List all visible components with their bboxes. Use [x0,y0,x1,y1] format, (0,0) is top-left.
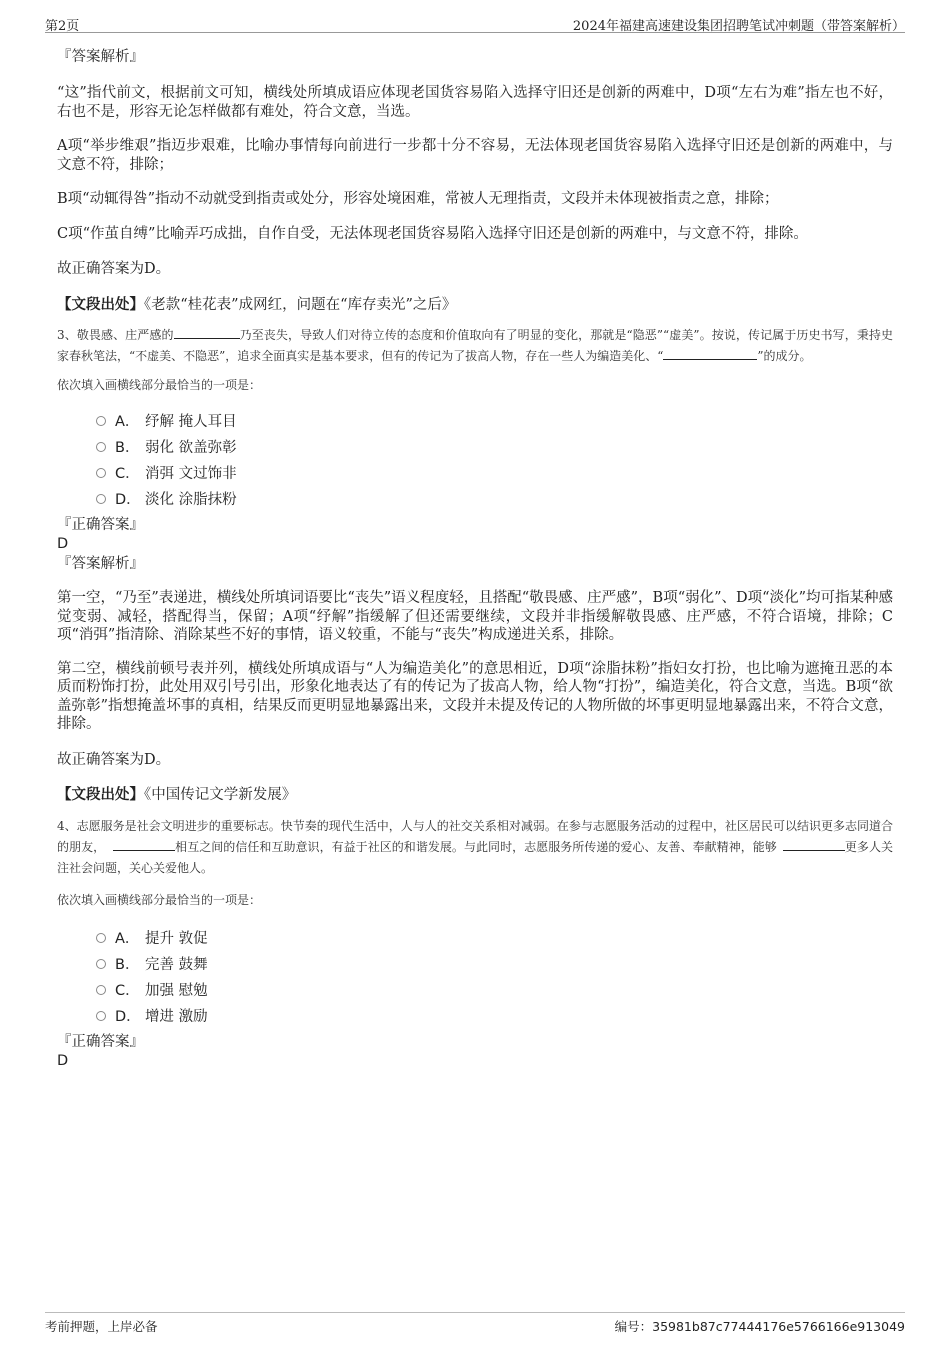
q4-stem-part-b: 相互之间的信任和互助意识，有益于社区的和谐发展。与此同时，志愿服务所传递的爱心、友善、奉献精神，能够 [175,839,777,854]
q3-option-a[interactable] [57,407,893,433]
q3-option-b[interactable] [57,433,893,459]
page-number: 第2页 [45,19,80,34]
q2-conclusion: 故正确答案为D。 [57,261,171,277]
q3-conclusion: 故正确答案为D。 [57,751,171,768]
q4-stem [57,816,893,879]
q3-analysis-label: 『答案解析』 [57,556,144,572]
radio-icon[interactable] [96,933,106,943]
option-letter: D． [115,492,141,508]
q2-analysis-p4: C项“作茧自缚”比喻弄巧成拙，自作自受，无法体现老国货容易陷入选择守旧还是创新的两难中，与文意不符，排除。 [57,225,808,242]
q2-analysis-p2: A项“举步维艰”指迈步艰难，比喻办事情每向前进行一步都十分不容易，无法体现老国货容易陷入选择守旧还是创新的两难中，与文意不符，排除； [57,138,893,173]
q4-option-b[interactable] [57,950,893,976]
q3-blank-1 [174,326,240,339]
option-letter: D． [115,1008,141,1025]
q3-analysis-p1: 第一空，“乃至”表递进，横线处所填词语要比“丧失”语义程度轻，且搭配“敬畏感、庄严感”，B项“弱化”、D项“淡化”均可指某种感觉变弱、减轻，搭配得当，保留；A项“纾解”指缓解了但还需要继续，文段并非指缓解敬畏感、庄严感，不符合语境，排除；C项“消弭”指清除、消除某些不好的事情，语义较重，不能与“丧失”构成递进关系，排除。 [57,590,893,643]
q3-answer-label: 『正确答案』 [57,517,144,533]
q3-analysis-p2: 第二空，横线前顿号表并列，横线处所填成语与“人为编造美化”的意思相近，D项“涂脂抹粉”指妇女打扮，也比喻为遮掩丑恶的本质而粉饰打扮，此处用双引号引出，形象化地表达了有的传记为了拔高人物，给人物“打扮”，编造美化，符合文意，当选。B项“欲盖弥彰”指想掩盖坏事的真相，结果反而更明显地暴露出来，文段并未提及传记的人物所做的坏事更明显地暴露出来，不符合文意，排除。 [57,660,893,732]
radio-icon[interactable] [96,442,106,452]
q4-option-c[interactable] [57,976,893,1002]
q4-stem-part-c: 更多人关注社会问题，关心关爱他人。 [57,839,893,875]
q2-source-title: 《老款“桂花表”成网红，问题在“库存卖光”之后》 [144,297,457,313]
q4-blank-1 [113,838,175,851]
page-header [45,12,905,33]
option-text: 淡化 涂脂抹粉 [145,492,237,508]
q3-source [57,785,893,805]
q4-prompt: 依次填入画横线部分最恰当的一项是： [57,892,262,907]
page-content [57,44,893,1070]
option-text: 弱化 欲盖弥彰 [145,440,237,456]
q3-source-title: 《中国传记文学新发展》 [144,786,297,803]
q3-option-c[interactable] [57,459,893,485]
option-text: 增进 激励 [145,1008,208,1025]
q4-answer: D [57,1052,69,1069]
option-text: 加强 慰勉 [145,982,208,999]
radio-icon[interactable] [96,1011,106,1021]
radio-icon[interactable] [96,494,106,504]
option-letter: C． [115,466,140,482]
q2-source-label: 【文段出处】 [57,296,144,313]
option-text: 纾解 掩人耳目 [145,414,237,430]
q2-analysis-label: 『答案解析』 [57,49,144,65]
option-letter: C． [115,982,140,999]
option-text: 消弭 文过饰非 [145,466,237,482]
footer-slogan: 考前押题，上岸必备 [45,1319,158,1334]
option-text: 完善 鼓舞 [145,956,208,973]
option-letter: B． [115,956,140,973]
q3-options [57,407,893,511]
radio-icon[interactable] [96,468,106,478]
footer-code [615,1317,905,1335]
q3-blank-2 [663,347,757,360]
q4-answer-label: 『正确答案』 [57,1033,144,1050]
q4-option-a[interactable] [57,924,893,950]
q3-stem-part-b: 乃至丧失，导致人们对待立传的态度和价值取向有了明显的变化，那就是“隐恶”“虚美”。按说，传记属于历史书写，秉持史家春秋笔法，“不虚美、不隐恶”，追求全面真实是基本要求，但有的传记为了拔高人物，存在一些人为编造美化、“ [57,328,893,363]
radio-icon[interactable] [96,959,106,969]
page-footer [45,1312,905,1335]
q3-answer: D [57,536,69,552]
q3-stem-part-c: ”的成分。 [757,349,812,363]
q2-analysis-p3: B项“动辄得咎”指动不动就受到指责或处分，形容处境困难，常被人无理指责，文段并未体现被指责之意，排除； [57,191,779,207]
option-text: 提升 敦促 [145,930,208,947]
q3-source-label: 【文段出处】 [57,785,144,803]
footer-code-value: 35981b87c77444176e5766166e913049 [652,1319,905,1334]
q4-options [57,924,893,1028]
option-letter: A． [115,930,140,947]
footer-code-label: 编号： [614,1319,653,1334]
q4-stem-part-a: 4、志愿服务是社会文明进步的重要标志。快节奏的现代生活中，人与人的社交关系相对减弱。在参与志愿服务活动的过程中，社区居民可以结识更多志同道合的朋友， [57,818,893,854]
q2-analysis-p1: “这”指代前文，根据前文可知，横线处所填成语应体现老国货容易陷入选择守旧还是创新的两难中，D项“左右为难”指左也不好，右也不是，形容无论怎样做都有难处，符合文意，当选。 [57,85,893,120]
q4-blank-2 [783,838,845,851]
q2-source [57,295,893,315]
radio-icon[interactable] [96,416,106,426]
document-title: 2024年福建高速建设集团招聘笔试冲刺题（带答案解析） [572,19,905,34]
q3-option-d[interactable] [57,485,893,511]
q3-prompt: 依次填入画横线部分最恰当的一项是： [57,378,262,392]
q3-stem-part-a: 3、敬畏感、庄严感的 [57,328,174,342]
radio-icon[interactable] [96,985,106,995]
option-letter: A． [115,414,140,430]
q4-option-d[interactable] [57,1002,893,1028]
option-letter: B． [115,440,140,456]
q3-stem [57,325,893,367]
